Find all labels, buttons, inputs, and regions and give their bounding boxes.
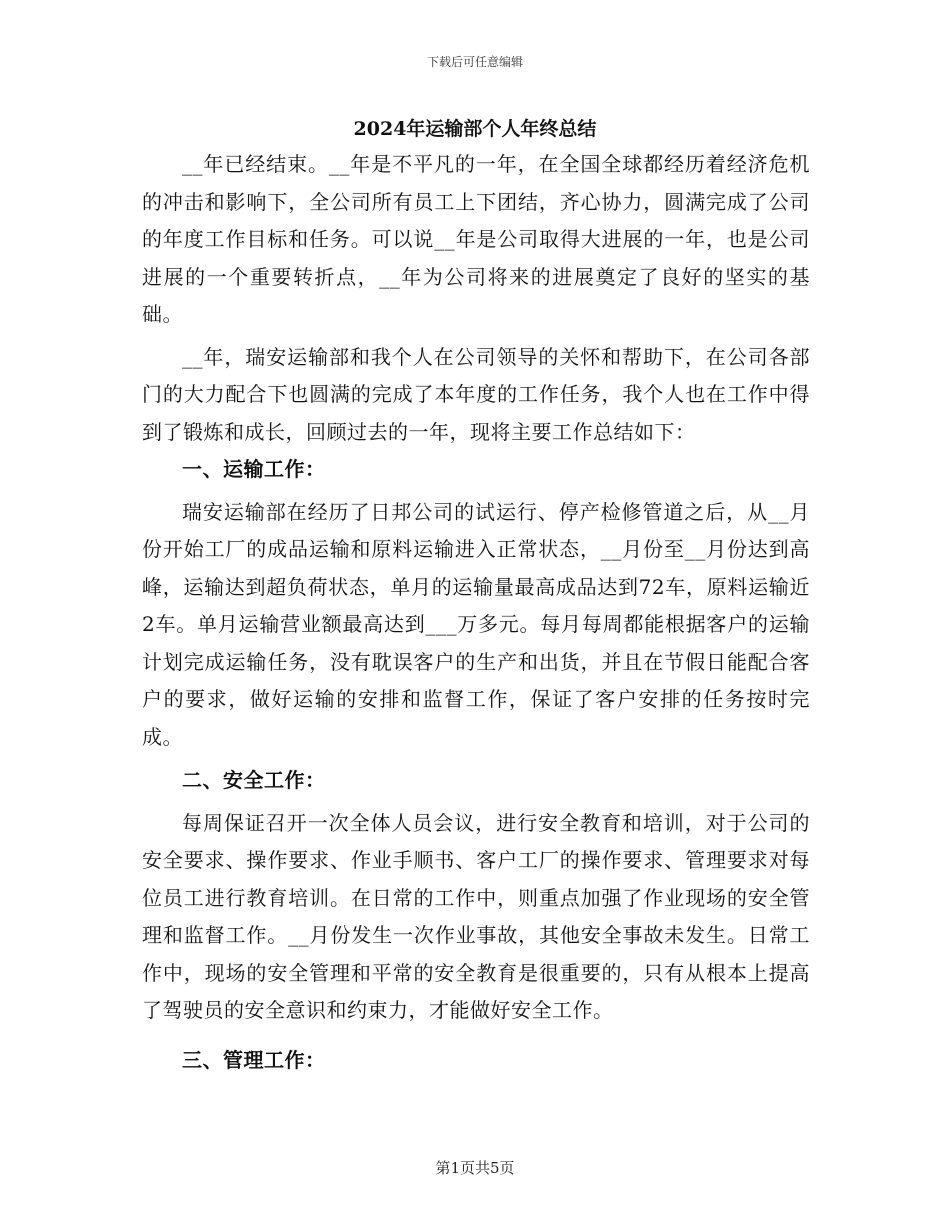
section-heading-safety: 二、安全工作：	[182, 768, 326, 792]
document-body	[142, 146, 810, 1079]
intro-paragraph-2: __年，瑞安运输部和我个人在公司领导的关怀和帮助下，在公司各部门的大力配合下也圆满的完成了本年度的工作任务，我个人也在工作中得到了锻炼和成长，回顾过去的一年，现将主要工作总结如下：	[142, 344, 810, 444]
section-paragraph-safety: 每周保证召开一次全体人员会议，进行安全教育和培训，对于公司的安全要求、操作要求、作业手顺书、客户工厂的操作要求、管理要求对每位员工进行教育培训。在日常的工作中，则重点加强了作业现场的安全管理和监督工作。__月份发生一次作业事故，其他安全事故未发生。日常工作中，现场的安全管理和平常的安全教育是很重要的，只有从根本上提高了驾驶员的安全意识和约束力，才能做好安全工作。	[142, 810, 810, 1022]
page-number: 第1页共5页	[435, 1159, 515, 1177]
header-note: 下载后可任意编辑	[426, 55, 523, 69]
section-paragraph-transport: 瑞安运输部在经历了日邦公司的试运行、停产检修管道之后，从__月份开始工厂的成品运输和原料运输进入正常状态，__月份至__月份达到高峰，运输达到超负荷状态，单月的运输量最高成品达到72车，原料运输近2车。单月运输营业额最高达到___万多元。每月每周都能根据客户的运输计划完成运输任务，没有耽误客户的生产和出货，并且在节假日能配合客户的要求，做好运输的安排和监督工作，保证了客户安排的任务按时完成。	[142, 499, 810, 749]
section-heading-transport: 一、运输工作：	[182, 457, 326, 481]
page-title: 2024年运输部个人年终总结	[353, 118, 597, 140]
section-heading-management: 三、管理工作：	[182, 1047, 326, 1072]
intro-paragraph-1: __年已经结束。__年是不平凡的一年，在全国全球都经历着经济危机的冲击和影响下，全公司所有员工上下团结，齐心协力，圆满完成了公司的年度工作目标和任务。可以说__年是公司取得大进展的一年，也是公司进展的一个重要转折点，__年为公司将来的进展奠定了良好的坚实的基础。	[142, 152, 810, 326]
